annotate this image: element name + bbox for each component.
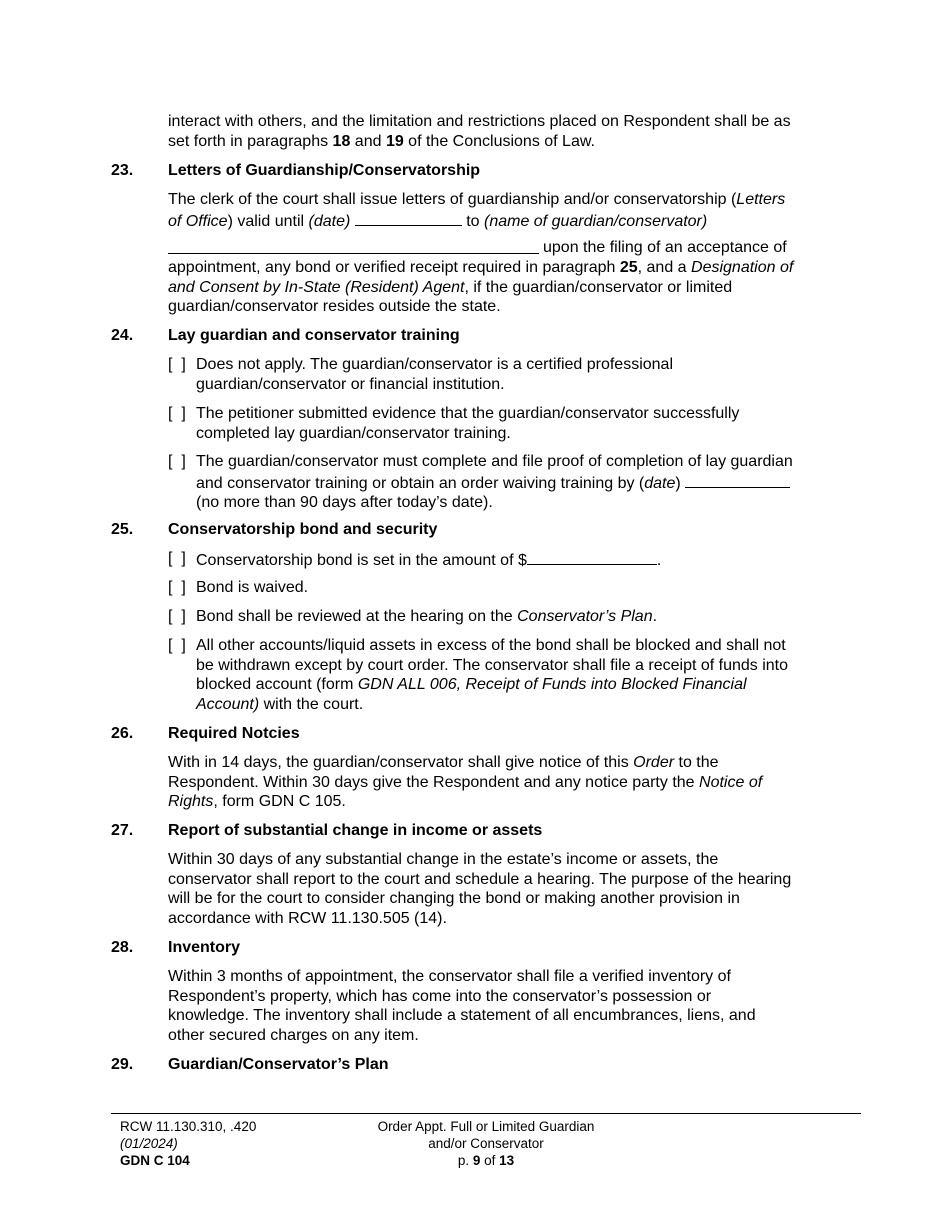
guardian-name-blank[interactable] [168, 253, 539, 254]
text: and conservator training or obtain an order waiving training by ( [196, 474, 645, 492]
text: and [350, 132, 386, 150]
text: Letters [736, 191, 786, 208]
text: . [652, 608, 658, 625]
text: set forth in paragraphs [168, 132, 333, 150]
checkbox[interactable]: [ ] [168, 608, 186, 625]
text: blocked account (form [196, 676, 358, 694]
text: accordance with RCW 11.130.505 (14). [168, 909, 447, 927]
text [168, 773, 848, 793]
text: 9 [472, 1153, 481, 1168]
text: Account) [196, 695, 260, 713]
text: to the [674, 754, 719, 771]
text: . [656, 552, 662, 569]
section-27-number: 27. [111, 822, 134, 839]
text: ) valid until [227, 212, 309, 230]
intro-paragraph [168, 112, 848, 151]
section-23-heading: Letters of Guardianship/Conservatorship [168, 162, 481, 179]
text: Conservatorship bond is set in the amount of $ [196, 552, 527, 569]
section-26-paragraph [168, 753, 848, 812]
text: to [461, 212, 484, 230]
text: (date) [308, 212, 351, 230]
option-text [196, 404, 846, 443]
text: with the court. [259, 695, 364, 713]
section-26-number: 26. [111, 725, 134, 742]
text: (no more than 90 days after today’s date). [196, 494, 493, 512]
s23-line-4 [168, 258, 848, 278]
text: Respondent. Within 30 days give the Respondent and any notice party the [168, 773, 700, 791]
option-text [196, 355, 846, 394]
checkbox[interactable]: [ ] [168, 579, 186, 596]
section-28-heading: Inventory [168, 939, 241, 956]
option-text: Bond is waived. [196, 579, 309, 596]
text: Within 30 days of any substantial change in the estate’s income or assets, the [168, 851, 719, 868]
section-29-heading: Guardian/Conservator’s Plan [168, 1056, 389, 1073]
option-text [196, 549, 846, 571]
checkbox[interactable]: [ ] [168, 637, 186, 654]
text [196, 675, 846, 695]
intro-line-2 [168, 132, 848, 152]
section-26-heading: Required Notcies [168, 725, 300, 742]
section-28-number: 28. [111, 939, 134, 956]
text: ) [675, 474, 686, 492]
para-ref: 18 [332, 132, 351, 150]
text: 13 [499, 1153, 515, 1168]
text: The petitioner submitted evidence that the guardian/conservator successfully [196, 405, 740, 422]
text: completed lay guardian/conservator training. [196, 424, 511, 442]
text: and Consent by In-State (Resident) Agent [168, 278, 465, 296]
bond-amount-blank[interactable] [527, 549, 657, 565]
text: guardian/conservator or financial institution. [196, 375, 505, 393]
section-24-heading: Lay guardian and conservator training [168, 327, 460, 344]
footer-date [120, 1135, 256, 1152]
text: The guardian/conservator must complete and file proof of completion of lay guardian [196, 453, 793, 470]
text: (01/2024) [120, 1136, 178, 1151]
text [196, 472, 846, 494]
section-27-paragraph [168, 850, 848, 928]
text: Order [633, 754, 675, 771]
text: Within 3 months of appointment, the conservator shall file a verified inventory of [168, 968, 731, 985]
footer-rcw: RCW 11.130.310, .420 [120, 1119, 257, 1134]
text: Designation of [691, 259, 794, 276]
s23-line-2 [168, 210, 848, 232]
section-27-heading: Report of substantial change in income or assets [168, 822, 543, 839]
checkbox[interactable]: [ ] [168, 356, 186, 373]
section-24-number: 24. [111, 327, 134, 344]
option-text [196, 452, 846, 513]
text: All other accounts/liquid assets in excess of the bond shall be blocked and shall not [196, 637, 786, 654]
text [196, 549, 846, 571]
section-28-paragraph [168, 967, 848, 1045]
checkbox[interactable]: [ ] [168, 550, 186, 567]
footer-title-2: and/or Conservator [428, 1136, 544, 1151]
text: be withdrawn except by court order. The conservator shall file a receipt of funds into [196, 656, 789, 674]
section-25-heading: Conservatorship bond and security [168, 521, 438, 538]
intro-line-1: interact with others, and the limitation and restrictions placed on Respondent shall be as [168, 113, 791, 130]
training-date-blank[interactable] [685, 472, 790, 488]
text: Bond shall be reviewed at the hearing on the [196, 608, 518, 625]
footer-center [336, 1118, 636, 1169]
text: GDN C 104 [120, 1153, 190, 1168]
footer-divider [111, 1113, 861, 1114]
option-text [196, 636, 846, 714]
para-ref: 25 [619, 259, 638, 276]
checkbox[interactable]: [ ] [168, 453, 186, 470]
section-25-number: 25. [111, 521, 134, 538]
section-29-number: 29. [111, 1056, 134, 1073]
date-blank[interactable] [355, 210, 462, 226]
text [196, 695, 846, 715]
text: Respondent’s property, which has come into the conservator’s possession or [168, 987, 712, 1005]
footer-form-id [120, 1152, 256, 1169]
footer-left [120, 1118, 256, 1169]
text: other secured charges on any item. [168, 1026, 419, 1044]
option-text [196, 607, 846, 627]
footer-page-number [336, 1152, 636, 1169]
text: , form GDN C 105. [213, 793, 346, 811]
text: GDN ALL 006, Receipt of Funds into Blocked Financial [357, 676, 747, 694]
checkbox[interactable]: [ ] [168, 405, 186, 422]
text: of [480, 1153, 500, 1168]
text: appointment, any bond or verified receipt required in paragraph [168, 259, 620, 276]
text: conservator shall report to the court and schedule a hearing. The purpose of the hearing [168, 870, 792, 888]
s23-paragraph-2 [168, 258, 848, 317]
text: With in 14 days, the guardian/conservator shall give notice of this [168, 754, 634, 771]
text: of the Conclusions of Law. [403, 132, 595, 150]
s23-line-6: guardian/conservator resides outside the state. [168, 298, 501, 316]
text: knowledge. The inventory shall include a statement of all encumbrances, liens, and [168, 1007, 756, 1025]
footer-title-1: Order Appt. Full or Limited Guardian [377, 1119, 595, 1134]
text [168, 792, 848, 812]
text: p. [457, 1153, 473, 1168]
section-23-number: 23. [111, 162, 134, 179]
text: (name of guardian/conservator) [483, 212, 708, 230]
s23-line-1 [168, 190, 848, 210]
text: date [644, 474, 676, 492]
s23-line-3: upon the filing of an acceptance of [543, 239, 787, 256]
s23-line-5 [168, 278, 848, 298]
section-23-paragraph [168, 190, 848, 231]
text: Does not apply. The guardian/conservator is a certified professional [196, 356, 674, 373]
text: Conservator’s Plan [517, 608, 653, 625]
para-ref: 19 [385, 132, 404, 150]
text: The clerk of the court shall issue letters of guardianship and/or conservatorship ( [168, 191, 737, 208]
text [168, 753, 848, 773]
text: Notice of [699, 773, 763, 791]
text: , and a [637, 259, 692, 276]
text: of Office [168, 212, 228, 230]
text: , if the guardian/conservator or limited [464, 278, 733, 296]
text: Rights [168, 793, 214, 811]
text: will be for the court to consider changing the bond or making another provision in [168, 890, 740, 908]
